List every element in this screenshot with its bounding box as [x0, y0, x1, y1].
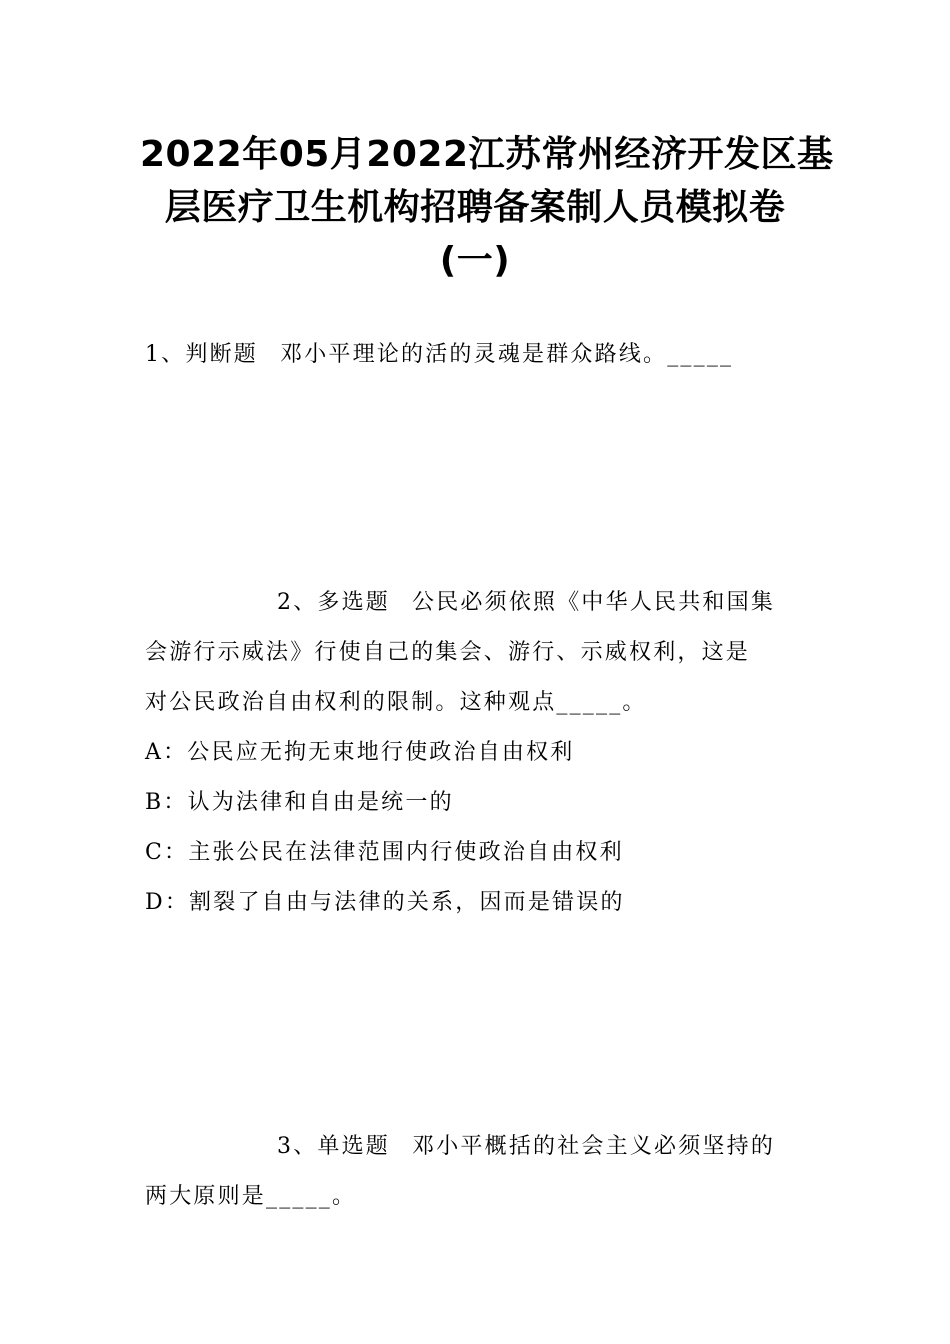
question-2 [145, 578, 805, 928]
document-title [140, 128, 834, 287]
question-3-line-2: 两大原则是_____。 [145, 1184, 357, 1209]
question-2-line-1 [145, 578, 805, 628]
question-1-line-1 [145, 330, 805, 380]
question-number: 1、 [145, 342, 186, 367]
title-line-2: 层医疗卫生机构招聘备案制人员模拟卷 [164, 187, 786, 228]
option-a: A：公民应无拘无束地行使政治自由权利 [145, 740, 575, 765]
question-type: 多选题 [317, 590, 391, 615]
question-number: 2、 [277, 590, 318, 615]
question-1 [145, 330, 805, 380]
question-text: 公民必须依照《中华人民共和国集 [412, 590, 776, 615]
question-number: 3、 [277, 1134, 318, 1159]
question-type: 判断题 [185, 342, 259, 367]
question-3-line-1 [145, 1122, 805, 1172]
option-b: B：认为法律和自由是统一的 [145, 790, 454, 815]
title-line-3: (一) [439, 240, 511, 281]
option-c: C：主张公民在法律范围内行使政治自由权利 [145, 840, 624, 865]
question-3 [145, 1122, 805, 1222]
question-2-line-2: 会游行示威法》行使自己的集会、游行、示威权利，这是 [145, 640, 751, 665]
option-d: D：割裂了自由与法律的关系，因而是错误的 [145, 890, 625, 915]
question-text: 邓小平概括的社会主义必须坚持的 [412, 1134, 776, 1159]
title-line-1: 2022年05月2022江苏常州经济开发区基 [140, 134, 834, 175]
question-2-line-3: 对公民政治自由权利的限制。这种观点_____。 [145, 690, 647, 715]
question-text: 邓小平理论的活的灵魂是群众路线。_____ [280, 342, 734, 367]
question-type: 单选题 [317, 1134, 391, 1159]
